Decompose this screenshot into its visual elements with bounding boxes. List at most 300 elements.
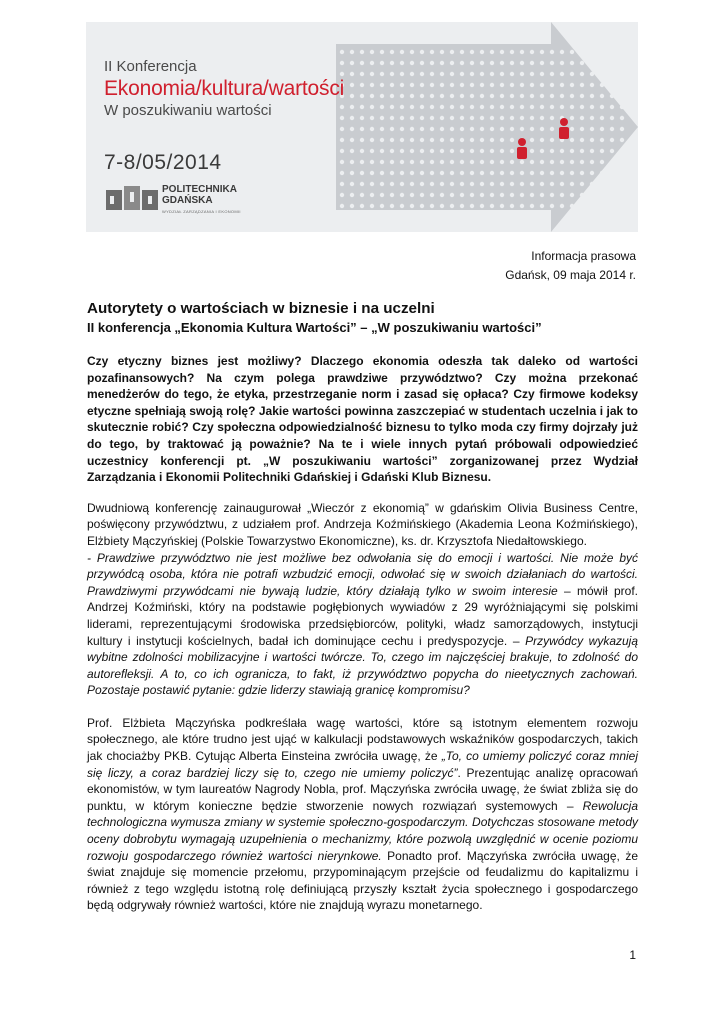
arrow-dot — [460, 83, 464, 87]
arrow-dot — [380, 72, 384, 76]
arrow-dot — [420, 105, 424, 109]
arrow-dot — [380, 138, 384, 142]
arrow-dot — [600, 127, 604, 131]
arrow-dot — [570, 149, 574, 153]
arrow-dot — [490, 171, 494, 175]
arrow-dot — [350, 182, 354, 186]
arrow-dot — [570, 171, 574, 175]
arrow-dot — [480, 138, 484, 142]
arrow-dot — [520, 171, 524, 175]
university-name-line2: GDAŃSKA — [162, 195, 213, 206]
arrow-dot — [500, 116, 504, 120]
arrow-dot — [420, 138, 424, 142]
arrow-dot — [410, 138, 414, 142]
arrow-dot — [510, 182, 514, 186]
arrow-dot — [340, 149, 344, 153]
arrow-dot — [530, 50, 534, 54]
arrow-dot — [460, 149, 464, 153]
arrow-dot — [510, 193, 514, 197]
arrow-dot — [460, 193, 464, 197]
arrow-dot — [600, 94, 604, 98]
arrow-dot — [610, 138, 614, 142]
arrow-dot — [570, 127, 574, 131]
arrow-dot — [400, 83, 404, 87]
arrow-dot — [520, 116, 524, 120]
quote-einstein: „To, co umiemy policzyć coraz mniej się liczy, a coraz bardziej liczy się to, czego nie umiemy policzyć” — [87, 749, 639, 780]
arrow-dot — [520, 105, 524, 109]
arrow-dot — [370, 193, 374, 197]
arrow-dot — [500, 149, 504, 153]
arrow-dot — [570, 94, 574, 98]
arrow-dot — [500, 193, 504, 197]
arrow-dot — [510, 116, 514, 120]
arrow-dot — [610, 182, 614, 186]
arrow-dot — [520, 61, 524, 65]
arrow-dot — [430, 127, 434, 131]
arrow-dot — [540, 105, 544, 109]
arrow-dot — [570, 160, 574, 164]
arrow-dot — [570, 182, 574, 186]
arrow-dot — [460, 204, 464, 208]
arrow-dot — [530, 94, 534, 98]
arrow-dot — [420, 171, 424, 175]
arrow-dot — [470, 171, 474, 175]
arrow-dot — [470, 138, 474, 142]
arrow-dot — [340, 204, 344, 208]
arrow-dot — [400, 116, 404, 120]
arrow-dot — [470, 193, 474, 197]
arrow-dot — [610, 105, 614, 109]
arrow-dot — [550, 204, 554, 208]
arrow-dot — [450, 160, 454, 164]
arrow-dot — [360, 83, 364, 87]
arrow-dot — [380, 160, 384, 164]
arrow-dot — [400, 149, 404, 153]
arrow-dot — [620, 105, 624, 109]
arrow-dot — [520, 182, 524, 186]
arrow-dot — [590, 138, 594, 142]
press-label: Informacja prasowa — [531, 249, 636, 263]
arrow-dot — [480, 127, 484, 131]
arrow-dot — [370, 149, 374, 153]
arrow-dot — [360, 182, 364, 186]
arrow-dot — [550, 160, 554, 164]
arrow-dot — [440, 116, 444, 120]
arrow-dot — [470, 160, 474, 164]
arrow-dot — [360, 149, 364, 153]
arrow-dot — [430, 149, 434, 153]
arrow-dot — [620, 138, 624, 142]
arrow-dot — [360, 193, 364, 197]
arrow-dot — [450, 204, 454, 208]
arrow-dot — [460, 105, 464, 109]
arrow-dot — [500, 127, 504, 131]
arrow-dot — [620, 83, 624, 87]
arrow-dot — [430, 160, 434, 164]
arrow-dot — [360, 116, 364, 120]
arrow-dot — [540, 138, 544, 142]
arrow-dot — [410, 171, 414, 175]
arrow-dot — [380, 193, 384, 197]
arrow-dot — [500, 50, 504, 54]
paragraph-3-text-2: . Prezentując analizę opracowań ekonomistów, w tym laureatów Nagrody Nobla, prof. Mączyńska zwróciła uwagę, że świat zbliża się do punktu, w którym konieczne będzie stworzenie nowych rozwiązań systemowych – — [87, 765, 639, 813]
arrow-dot — [430, 204, 434, 208]
arrow-dot — [380, 83, 384, 87]
arrow-dot — [570, 50, 574, 54]
arrow-dot — [370, 182, 374, 186]
arrow-dot — [420, 61, 424, 65]
conference-subtitle: W poszukiwaniu wartości — [104, 102, 272, 119]
arrow-dot — [470, 149, 474, 153]
arrow-dot — [490, 83, 494, 87]
arrow-dot — [600, 138, 604, 142]
arrow-dot — [610, 149, 614, 153]
arrow-dot — [600, 204, 604, 208]
arrow-dot — [560, 193, 564, 197]
arrow-dot — [510, 50, 514, 54]
arrow-dot — [620, 127, 624, 131]
arrow-dot — [350, 61, 354, 65]
arrow-dot — [450, 94, 454, 98]
arrow-dot — [370, 116, 374, 120]
people-arrow-graphic — [336, 22, 638, 232]
arrow-dot — [560, 94, 564, 98]
university-logo-icon — [104, 182, 164, 218]
arrow-dot — [590, 182, 594, 186]
arrow-dot — [610, 171, 614, 175]
arrow-dot — [590, 127, 594, 131]
arrow-dot — [480, 149, 484, 153]
arrow-dot — [580, 105, 584, 109]
arrow-dot — [400, 94, 404, 98]
arrow-dot — [340, 160, 344, 164]
arrow-dot — [390, 182, 394, 186]
arrow-dot — [560, 171, 564, 175]
arrow-dot — [540, 72, 544, 76]
arrow-dot — [580, 204, 584, 208]
arrow-dot — [560, 61, 564, 65]
arrow-dot — [410, 105, 414, 109]
arrow-dot — [450, 50, 454, 54]
arrow-dot — [440, 127, 444, 131]
arrow-dot — [540, 160, 544, 164]
arrow-dot — [470, 204, 474, 208]
arrow-dot — [620, 171, 624, 175]
arrow-dot — [510, 72, 514, 76]
arrow-dot — [390, 160, 394, 164]
arrow-dot — [500, 160, 504, 164]
arrow-dot — [360, 138, 364, 142]
university-name — [162, 184, 237, 206]
arrow-dot — [360, 105, 364, 109]
arrow-dot — [390, 138, 394, 142]
arrow-dot — [620, 204, 624, 208]
arrow-dot — [490, 138, 494, 142]
arrow-dot — [440, 160, 444, 164]
arrow-dot — [560, 72, 564, 76]
arrow-dot — [400, 160, 404, 164]
arrow-dot — [350, 50, 354, 54]
arrow-dot — [530, 149, 534, 153]
arrow-dot — [580, 72, 584, 76]
arrow-dot — [510, 94, 514, 98]
arrow-dot — [420, 72, 424, 76]
arrow-dot — [620, 160, 624, 164]
arrow-dot — [340, 105, 344, 109]
arrow-dot — [550, 116, 554, 120]
arrow-dot — [480, 50, 484, 54]
arrow-dot — [620, 94, 624, 98]
arrow-dot — [490, 204, 494, 208]
arrow-dot — [610, 72, 614, 76]
arrow-dot — [570, 72, 574, 76]
arrow-dot — [530, 72, 534, 76]
arrow-dot — [450, 105, 454, 109]
arrow-dot — [520, 50, 524, 54]
arrow-dot — [510, 138, 514, 142]
arrow-dot — [540, 116, 544, 120]
paragraph-2 — [87, 550, 638, 699]
arrow-dot — [360, 204, 364, 208]
arrow-dot — [490, 105, 494, 109]
arrow-dot — [380, 116, 384, 120]
arrow-dot — [490, 61, 494, 65]
arrow-dot — [580, 94, 584, 98]
arrow-dot — [500, 83, 504, 87]
arrow-dot — [530, 160, 534, 164]
arrow-dot — [350, 127, 354, 131]
arrow-dot — [400, 182, 404, 186]
arrow-dot — [370, 127, 374, 131]
arrow-dot — [450, 149, 454, 153]
arrow-dot — [620, 50, 624, 54]
arrow-dot — [390, 83, 394, 87]
arrow-dot — [400, 193, 404, 197]
arrow-dot — [610, 193, 614, 197]
arrow-dot — [400, 138, 404, 142]
arrow-dot — [460, 127, 464, 131]
arrow-dot — [600, 193, 604, 197]
arrow-dot — [530, 127, 534, 131]
arrow-dot — [560, 182, 564, 186]
arrow-dot — [530, 116, 534, 120]
arrow-dot — [420, 83, 424, 87]
arrow-dot — [420, 182, 424, 186]
conference-banner — [86, 22, 638, 232]
arrow-dot — [580, 160, 584, 164]
arrow-dot — [490, 182, 494, 186]
press-info — [505, 247, 636, 285]
arrow-dot — [610, 50, 614, 54]
arrow-dot — [450, 116, 454, 120]
university-name-line1: POLITECHNIKA — [162, 184, 237, 195]
arrow-dot — [540, 182, 544, 186]
quote-maczynska: Rewolucja technologiczna wymusza zmiany w systemie społeczno-gospodarczym. Dotychczas stosowane metody oceny dobrobytu wymagają uzupełnienia o mechanizmy, które pozwolą uwzględnić w ocenie poziomu rozwoju gospodarczego również wartości nierynkowe. — [87, 798, 638, 863]
arrow-dot — [540, 171, 544, 175]
arrow-dot — [590, 171, 594, 175]
arrow-dot — [590, 61, 594, 65]
arrow-dot — [340, 50, 344, 54]
arrow-dot — [520, 160, 524, 164]
arrow-dot — [420, 94, 424, 98]
arrow-dot — [410, 116, 414, 120]
arrow-dot — [470, 182, 474, 186]
arrow-dot — [600, 61, 604, 65]
arrow-dot — [400, 61, 404, 65]
arrow-dot — [540, 149, 544, 153]
arrow-dot — [400, 127, 404, 131]
arrow-dot — [570, 204, 574, 208]
conference-title: Ekonomia/kultura/wartości — [104, 77, 345, 100]
arrow-dot — [490, 50, 494, 54]
arrow-dot — [380, 94, 384, 98]
arrow-dot — [440, 50, 444, 54]
arrow-dot — [420, 50, 424, 54]
arrow-dot — [610, 204, 614, 208]
arrow-dot — [490, 193, 494, 197]
arrow-dot — [370, 72, 374, 76]
arrow-dot — [470, 105, 474, 109]
article-title: Autorytety o wartościach w biznesie i na uczelni — [87, 300, 435, 317]
arrow-dot — [390, 204, 394, 208]
arrow-dot — [540, 127, 544, 131]
arrow-dot — [590, 83, 594, 87]
arrow-dot — [560, 160, 564, 164]
arrow-dot — [550, 61, 554, 65]
arrow-dot — [470, 61, 474, 65]
arrow-dot — [600, 72, 604, 76]
arrow-dot — [610, 127, 614, 131]
arrow-dot — [520, 127, 524, 131]
arrow-dot — [610, 83, 614, 87]
arrow-dot — [560, 50, 564, 54]
arrow-dot — [450, 171, 454, 175]
arrow-dot — [450, 127, 454, 131]
article-subtitle: II konferencja „Ekonomia Kultura Wartości” – „W poszukiwaniu wartości” — [87, 320, 542, 335]
arrow-dot — [620, 182, 624, 186]
arrow-dot — [440, 149, 444, 153]
page-number: 1 — [629, 948, 636, 962]
arrow-dot — [610, 61, 614, 65]
arrow-dot — [430, 171, 434, 175]
arrow-dot — [420, 116, 424, 120]
paragraph-3-text-3: Ponadto prof. Mączyńska zwróciła uwagę, że świat znajduje się momencie przełomu, przypominającym przejście od feudalizmu do kapitalizmu i również z tego względu istotną rolę definiującą przyszły kształt życia społecznego i gospodarczego będą odgrywały również wartości, które nie znajdują wyrazu monetarnego. — [87, 848, 638, 913]
arrow-dot — [490, 72, 494, 76]
arrow-dot — [370, 105, 374, 109]
arrow-dot — [580, 50, 584, 54]
arrow-dot — [480, 83, 484, 87]
article-lead: Czy etyczny biznes jest możliwy? Dlaczego ekonomia odeszła tak daleko od wartości pozafinansowych? Na czym polega prawdziwe przywództwo? Czy można przekonać menedżerów do tego, że etyka, przestrzeganie norm i zasad się opłaca? Czy firmowe kodeksy etyczne spełniają swoją rolę? Jakie wartości powinna zaszczepiać w studentach uczelnia i jak to skutecznie robić? Czy społeczna odpowiedzialność biznesu to tylko moda czy firmy dojrzały już do tego, by traktować ją poważnie? Na te i wiele innych pytań próbowali odpowiedzieć uczestnicy konferencji pt. „W poszukiwaniu wartości” zorganizowanej przez Wydział Zarządzania i Ekonomii Politechniki Gdańskiej i Gdański Klub Biznesu. — [87, 354, 638, 485]
arrow-dot — [570, 105, 574, 109]
arrow-dot — [450, 193, 454, 197]
arrow-dot — [570, 61, 574, 65]
arrow-dot — [600, 171, 604, 175]
arrow-dot — [500, 182, 504, 186]
arrow-dot — [600, 50, 604, 54]
arrow-dot — [360, 127, 364, 131]
arrow-dot — [410, 127, 414, 131]
arrow-dot — [390, 61, 394, 65]
arrow-dot — [460, 94, 464, 98]
arrow-dot — [510, 149, 514, 153]
arrow-dot — [510, 171, 514, 175]
arrow-dot — [380, 61, 384, 65]
arrow-dot — [600, 149, 604, 153]
arrow-dot — [480, 160, 484, 164]
arrow-dot — [440, 138, 444, 142]
arrow-dot — [530, 83, 534, 87]
arrow-dot — [500, 105, 504, 109]
paragraph-1: Dwudniową konferencję zainaugurował „Wieczór z ekonomią” w gdańskim Olivia Business Centre, poświęcony przywództwu, z udziałem prof. Andrzeja Koźmińskiego (Akademia Leona Koźmińskiego), Elżbiety Mączyńskiej (Polskie Towarzystwo Ekonomiczne), ks. dr. Krzysztofa Niedałtowskiego. — [87, 500, 638, 548]
arrow-dot — [360, 61, 364, 65]
arrow-dot — [400, 50, 404, 54]
arrow-dot — [440, 193, 444, 197]
arrow-dot — [380, 127, 384, 131]
arrow-dot — [550, 105, 554, 109]
arrow-dot — [410, 149, 414, 153]
arrow-dot — [440, 94, 444, 98]
arrow-dot — [530, 61, 534, 65]
arrow-dot — [380, 182, 384, 186]
arrow-dot — [340, 193, 344, 197]
arrow-dot — [460, 171, 464, 175]
quote-kozminski-2: Przywódcy wykazują wybitne zdolności mobilizacyjne i wartości twórcze. To, czego im najczęściej brakuje, to zdolność do autorefleksji. A to, co ich ogranicza, to fakt, iż przywództwo popycha do nieetycznych zachowań. Pozostaje postawić pytanie: gdzie liderzy stawiają granicę kompromisu? — [87, 633, 639, 698]
arrow-dot — [430, 116, 434, 120]
arrow-dot — [350, 72, 354, 76]
arrow-dot — [460, 116, 464, 120]
arrow-dot — [390, 193, 394, 197]
quote-kozminski-1: - Prawdziwe przywództwo nie jest możliwe bez odwołania się do emocji i wartości. Nie może być przywódcą osoba, która nie potrafi wzbudzić emocji, odwołać się w swoich działaniach do wartości. Prawdziwymi przywódcami nie bywają ludzie, który działają tylko w swoim interesie — [87, 550, 638, 598]
arrow-dot — [530, 171, 534, 175]
arrow-dot — [400, 171, 404, 175]
arrow-dot — [350, 138, 354, 142]
arrow-dot — [620, 193, 624, 197]
arrow-dot — [440, 61, 444, 65]
arrow-dot — [380, 149, 384, 153]
arrow-dot — [590, 160, 594, 164]
arrow-dot — [620, 72, 624, 76]
arrow-dot — [370, 204, 374, 208]
arrow-dot — [610, 94, 614, 98]
arrow-dot — [580, 61, 584, 65]
arrow-dot — [530, 204, 534, 208]
arrow-dot — [430, 83, 434, 87]
arrow-dot — [560, 105, 564, 109]
conference-date: 7-8/05/2014 — [104, 151, 222, 174]
arrow-dot — [500, 138, 504, 142]
arrow-dot — [550, 127, 554, 131]
arrow-dot — [550, 182, 554, 186]
arrow-dot — [370, 50, 374, 54]
arrow-dot — [360, 72, 364, 76]
arrow-dot — [340, 127, 344, 131]
arrow-dot — [460, 50, 464, 54]
arrow-dot — [550, 171, 554, 175]
arrow-dot — [370, 83, 374, 87]
arrow-dot — [440, 204, 444, 208]
arrow-dot — [340, 116, 344, 120]
arrow-dot — [440, 83, 444, 87]
arrow-dot — [580, 83, 584, 87]
arrow-dot — [390, 94, 394, 98]
press-place-date: Gdańsk, 09 maja 2014 r. — [505, 268, 636, 282]
arrow-dot — [340, 182, 344, 186]
arrow-dot — [390, 171, 394, 175]
arrow-dot — [610, 116, 614, 120]
paragraph-3 — [87, 715, 638, 914]
arrow-dot — [510, 105, 514, 109]
arrow-dot — [580, 171, 584, 175]
